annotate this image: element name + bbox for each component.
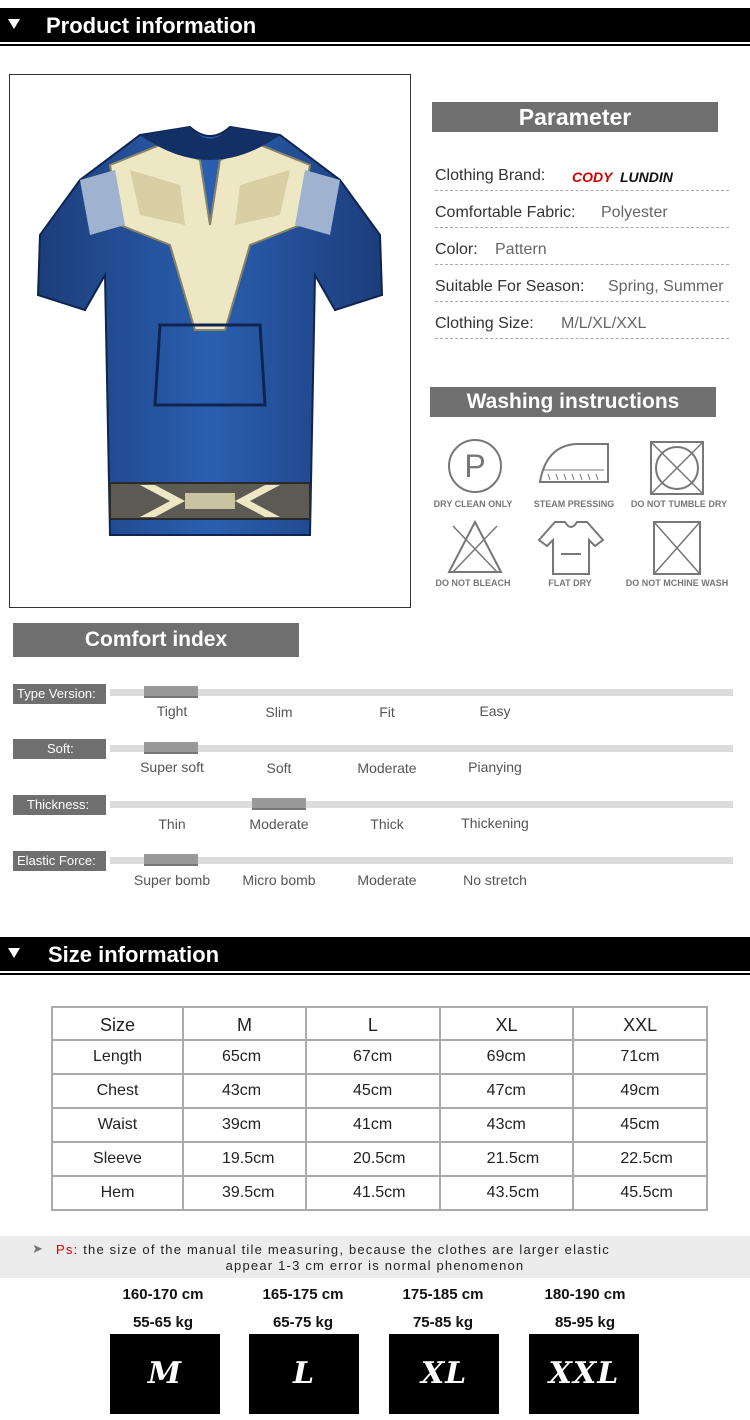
wash-label: DO NOT MCHINE WASH xyxy=(625,578,729,588)
comfort-track xyxy=(110,689,733,696)
table-cell: 47cm xyxy=(440,1074,574,1108)
comfort-label: Thickness: xyxy=(13,795,106,815)
table-cell: 45cm xyxy=(306,1074,440,1108)
triangle-down-icon xyxy=(8,948,20,958)
dry-clean-icon xyxy=(445,437,505,495)
table-cell: 21.5cm xyxy=(440,1142,574,1176)
arrow-icon: ➤ xyxy=(32,1241,43,1256)
comfort-option: Thin xyxy=(158,816,186,832)
size-card-m: M xyxy=(110,1334,220,1414)
table-cell: 19.5cm xyxy=(183,1142,306,1176)
table-row xyxy=(52,1142,707,1176)
table-row xyxy=(52,1108,707,1142)
table-header-cell: XXL xyxy=(573,1007,707,1040)
comfort-option: No stretch xyxy=(463,872,527,888)
comfort-option: Moderate xyxy=(249,816,309,832)
comfort-option: Pianying xyxy=(468,759,522,775)
param-value: Polyester xyxy=(601,204,668,221)
comfort-option: Thick xyxy=(370,816,404,832)
table-header-cell: XL xyxy=(440,1007,574,1040)
param-row-color xyxy=(435,235,729,265)
comfort-option: Fit xyxy=(379,704,395,720)
comfort-track xyxy=(110,745,733,752)
weight-range: 55-65 kg xyxy=(132,1314,194,1331)
weight-range: 65-75 kg xyxy=(272,1314,334,1331)
comfort-option: Easy xyxy=(479,703,511,719)
table-cell: 49cm xyxy=(573,1074,707,1108)
table-cell: 43cm xyxy=(440,1108,574,1142)
note-line1 xyxy=(56,1242,736,1257)
shirt-illustration xyxy=(10,75,410,607)
comfort-label: Soft: xyxy=(13,739,106,759)
param-row-fabric xyxy=(435,198,729,228)
divider xyxy=(0,973,750,975)
table-cell: 65cm xyxy=(183,1040,306,1074)
comfort-label: Elastic Force: xyxy=(13,851,106,871)
param-row-size xyxy=(435,309,729,339)
param-row-season xyxy=(435,272,729,302)
table-row xyxy=(52,1176,707,1210)
table-cell: 67cm xyxy=(306,1040,440,1074)
wash-label: DO NOT TUMBLE DRY xyxy=(630,499,728,509)
size-info-title: Size information xyxy=(48,942,220,967)
comfort-option: Soft xyxy=(266,760,292,776)
table-cell: Length xyxy=(52,1040,183,1074)
comfort-marker xyxy=(144,686,198,698)
wash-label: DRY CLEAN ONLY xyxy=(433,499,513,509)
size-info-header xyxy=(0,937,750,971)
flat-dry-icon xyxy=(537,520,605,576)
table-cell: Sleeve xyxy=(52,1142,183,1176)
svg-text:P: P xyxy=(464,448,486,484)
no-machine-wash-icon xyxy=(652,520,702,576)
comfort-marker xyxy=(252,798,306,810)
size-card-l: L xyxy=(249,1334,359,1414)
param-row-brand xyxy=(435,161,729,191)
comfort-option: Micro bomb xyxy=(242,872,316,888)
table-cell: 71cm xyxy=(573,1040,707,1074)
brand-name-part2: LUNDIN xyxy=(620,169,673,185)
size-table xyxy=(51,1006,708,1211)
comfort-option: Super soft xyxy=(140,759,204,775)
param-label: Clothing Brand: xyxy=(435,167,546,184)
table-header-row xyxy=(52,1007,707,1040)
table-cell: Waist xyxy=(52,1108,183,1142)
size-card-xl: XL xyxy=(389,1334,499,1414)
note-text: the size of the manual tile measuring, because the clothes are larger elastic xyxy=(78,1242,610,1257)
wash-label: FLAT DRY xyxy=(548,578,592,588)
table-cell: 22.5cm xyxy=(573,1142,707,1176)
washing-title: Washing instructions xyxy=(430,387,716,417)
param-label: Suitable For Season: xyxy=(435,278,585,295)
brand-name-part1: CODY xyxy=(572,169,613,185)
table-cell: 45.5cm xyxy=(573,1176,707,1210)
divider xyxy=(0,44,750,46)
param-value: Pattern xyxy=(495,241,547,258)
comfort-option: Slim xyxy=(265,704,293,720)
table-header-cell: Size xyxy=(52,1007,183,1040)
size-note xyxy=(0,1236,750,1278)
size-card-xxl: XXL xyxy=(529,1334,639,1414)
table-cell: 45cm xyxy=(573,1108,707,1142)
comfort-marker xyxy=(144,742,198,754)
comfort-option: Super bomb xyxy=(133,872,211,888)
product-info-header xyxy=(0,8,750,42)
height-range: 175-185 cm xyxy=(402,1286,484,1303)
no-tumble-dry-icon xyxy=(649,440,705,496)
product-info-title: Product information xyxy=(46,13,257,38)
product-image xyxy=(9,74,411,608)
table-header-cell: L xyxy=(306,1007,440,1040)
height-range: 165-175 cm xyxy=(262,1286,344,1303)
table-cell: 39.5cm xyxy=(183,1176,306,1210)
param-label: Color: xyxy=(435,241,478,258)
table-cell: Hem xyxy=(52,1176,183,1210)
comfort-label: Type Version: xyxy=(13,684,106,704)
comfort-track xyxy=(110,801,733,808)
parameter-title: Parameter xyxy=(432,102,718,132)
comfort-option: Tight xyxy=(156,703,188,719)
height-range: 160-170 cm xyxy=(122,1286,204,1303)
table-cell: 43cm xyxy=(183,1074,306,1108)
no-bleach-icon xyxy=(447,520,503,574)
triangle-down-icon xyxy=(8,19,20,29)
weight-range: 75-85 kg xyxy=(412,1314,474,1331)
comfort-marker xyxy=(144,854,198,866)
wash-label: DO NOT BLEACH xyxy=(435,578,511,588)
note-line2: appear 1-3 cm error is normal phenomenon xyxy=(225,1258,525,1273)
table-cell: 41.5cm xyxy=(306,1176,440,1210)
table-cell: 41cm xyxy=(306,1108,440,1142)
weight-range: 85-95 kg xyxy=(554,1314,616,1331)
table-row xyxy=(52,1040,707,1074)
comfort-option: Moderate xyxy=(357,760,417,776)
param-value: M/L/XL/XXL xyxy=(561,315,647,332)
param-label: Comfortable Fabric: xyxy=(435,204,576,221)
table-header-cell: M xyxy=(183,1007,306,1040)
table-cell: Chest xyxy=(52,1074,183,1108)
wash-label: STEAM PRESSING xyxy=(533,499,615,509)
param-label: Clothing Size: xyxy=(435,315,534,332)
note-prefix: Ps: xyxy=(56,1242,79,1257)
comfort-index-title: Comfort index xyxy=(13,623,299,657)
iron-icon xyxy=(536,440,612,488)
table-cell: 69cm xyxy=(440,1040,574,1074)
table-cell: 43.5cm xyxy=(440,1176,574,1210)
table-cell: 39cm xyxy=(183,1108,306,1142)
comfort-option: Moderate xyxy=(357,872,417,888)
comfort-option: Thickening xyxy=(461,815,529,831)
comfort-track xyxy=(110,857,733,864)
height-range: 180-190 cm xyxy=(544,1286,626,1303)
param-value: Spring, Summer xyxy=(608,278,724,295)
table-cell: 20.5cm xyxy=(306,1142,440,1176)
table-row xyxy=(52,1074,707,1108)
